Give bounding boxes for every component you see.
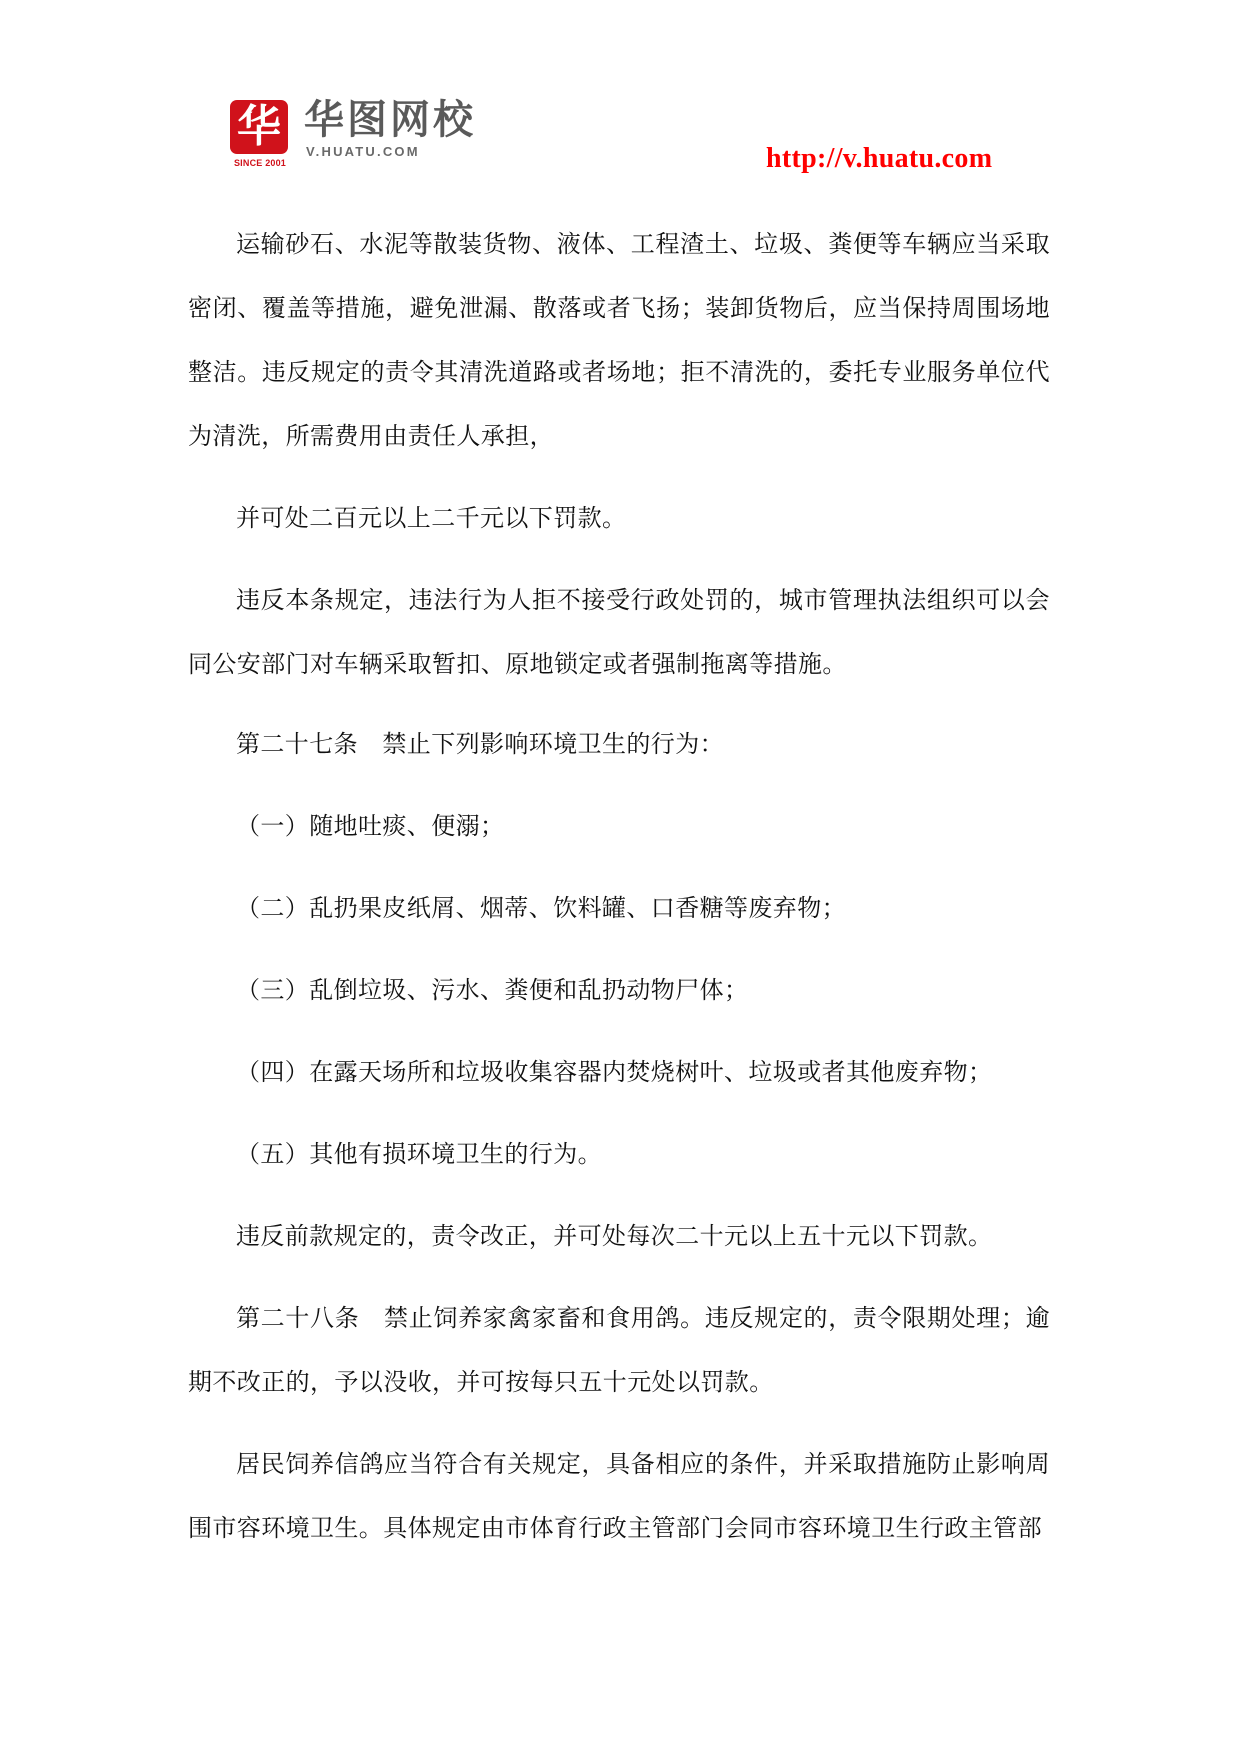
site-url-link[interactable]: http://v.huatu.com	[766, 143, 993, 174]
paragraph-pigeon-rules: 居民饲养信鸽应当符合有关规定，具备相应的条件，并采取措施防止影响周围市容环境卫生。具体规定由市体育行政主管部门会同市容环境卫生行政主管部	[188, 1450, 1050, 1542]
list-item: （三）乱倒垃圾、污水、粪便和乱扔动物尸体；	[236, 976, 749, 1004]
paragraph-refusal-penalty: 违反本条规定，违法行为人拒不接受行政处罚的，城市管理执法组织可以会同公安部门对车辆采取暂扣、原地锁定或者强制拖离等措施。	[188, 586, 1050, 678]
article-27-heading: 第二十七条 禁止下列影响环境卫生的行为：	[236, 730, 724, 758]
article-28-paragraph: 第二十八条 禁止饲养家禽家畜和食用鸽。违反规定的，责令限期处理；逾期不改正的，予以没收，并可按每只五十元处以罚款。	[188, 1304, 1050, 1396]
paragraph-fine: 并可处二百元以上二千元以下罚款。	[236, 504, 627, 532]
list-item: （一）随地吐痰、便溺；	[236, 812, 505, 840]
page-header	[0, 0, 1241, 190]
document-body	[188, 212, 1050, 1560]
logo-brand-name: 华图网校	[304, 97, 476, 143]
paragraph-correction-fine: 违反前款规定的，责令改正，并可处每次二十元以上五十元以下罚款。	[236, 1222, 993, 1250]
logo-text	[304, 98, 476, 159]
list-item: （五）其他有损环境卫生的行为。	[236, 1140, 602, 1168]
logo-domain: V.HUATU.COM	[306, 144, 420, 159]
huatu-logo[interactable]	[228, 98, 476, 168]
logo-mark: 华	[230, 100, 288, 154]
list-item: （二）乱扔果皮纸屑、烟蒂、饮料罐、口香糖等废弃物；	[236, 894, 846, 922]
logo-since-text: SINCE 2001	[233, 158, 287, 168]
list-item: （四）在露天场所和垃圾收集容器内焚烧树叶、垃圾或者其他废弃物；	[236, 1058, 993, 1086]
logo-badge-icon	[228, 98, 292, 168]
paragraph-vehicle-transport: 运输砂石、水泥等散装货物、液体、工程渣土、垃圾、粪便等车辆应当采取密闭、覆盖等措施，避免泄漏、散落或者飞扬；装卸货物后，应当保持周围场地整洁。违反规定的责令其清洗道路或者场地；拒不清洗的，委托专业服务单位代为清洗，所需费用由责任人承担，	[188, 230, 1050, 450]
